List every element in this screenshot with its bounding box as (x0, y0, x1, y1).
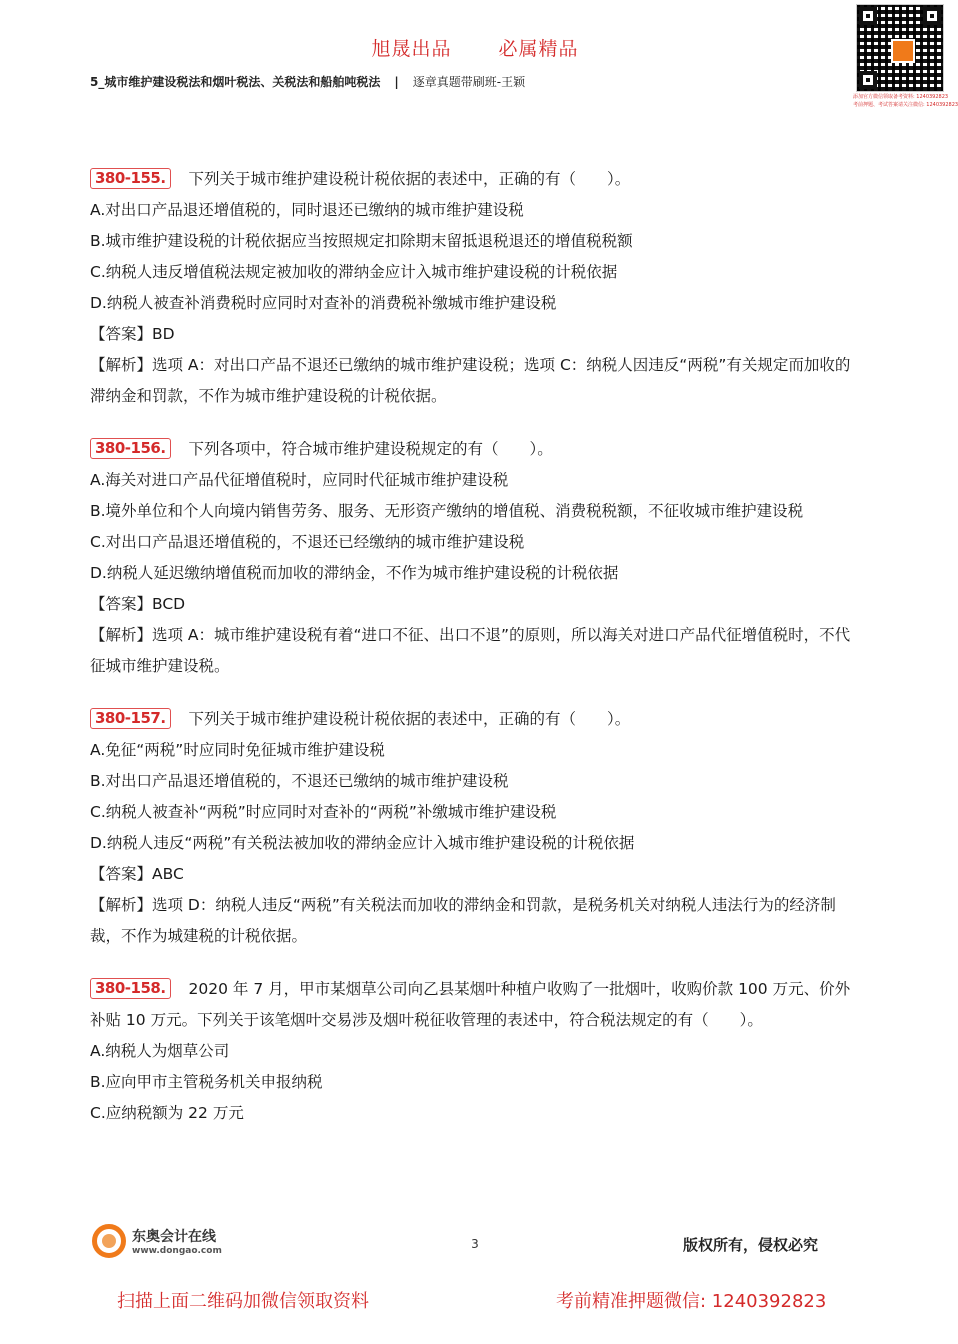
promo-right: 考前精准押题微信: 1240392823 (556, 1291, 827, 1312)
question-158 (90, 974, 862, 1129)
option-a: A.对出口产品退还增值税的，同时退还已缴纳的城市维护建设税 (90, 201, 524, 219)
question-156 (90, 434, 862, 682)
qr-code-icon (856, 4, 944, 92)
qr-caption-1: 添加官方微信领取备考资料: 1240392823 (853, 94, 949, 100)
separator: | (394, 75, 399, 89)
answer: 【答案】BCD (90, 595, 186, 613)
logo-url: www.dongao.com (132, 1246, 222, 1256)
qr-block (853, 4, 958, 108)
option-c: C.纳税人违反增值税法规定被加收的滞纳金应计入城市维护建设税的计税依据 (90, 263, 618, 281)
qr-caption-2: 考前押题、考试答案请关注微信: 1240392823 (853, 102, 958, 108)
question-157 (90, 704, 862, 952)
chapter-title: 5_城市维护建设税法和烟叶税法、关税法和船舶吨税法 (90, 75, 381, 89)
answer: 【答案】BD (90, 325, 175, 343)
option-b: B.应向甲市主管税务机关申报纳税 (90, 1073, 323, 1091)
question-number: 380-157. (90, 708, 171, 729)
option-b: B.城市维护建设税的计税依据应当按照规定扣除期末留抵退税退还的增值税税额 (90, 232, 633, 250)
chapter-title-line (90, 73, 525, 90)
option-b: B.对出口产品退还增值税的，不退还已缴纳的城市维护建设税 (90, 772, 509, 790)
question-stem: 下列关于城市维护建设税计税依据的表述中，正确的有（ ）。 (188, 170, 631, 188)
question-stem: 下列各项中，符合城市维护建设税规定的有（ ）。 (188, 440, 553, 458)
analysis: 【解析】选项 A：城市维护建设税有着“进口不征、出口不退”的原则，所以海关对进口产品代征增值税时，不代征城市维护建设税。 (90, 626, 851, 675)
brand-left: 旭晟出品 (371, 38, 452, 60)
option-c: C.对出口产品退还增值税的，不退还已经缴纳的城市维护建设税 (90, 533, 525, 551)
analysis: 【解析】选项 D：纳税人违反“两税”有关税法而加收的滞纳金和罚款，是税务机关对纳税人违法行为的经济制裁，不作为城建税的计税依据。 (90, 896, 836, 945)
question-stem: 2020 年 7 月，甲市某烟草公司向乙县某烟叶种植户收购了一批烟叶，收购价款 100 万元、价外补贴 10 万元。下列关于该笔烟叶交易涉及烟叶税征收管理的表述中，符合税法规定的有（ ）。 (90, 980, 851, 1029)
question-number: 380-156. (90, 438, 171, 459)
question-number: 380-158. (90, 978, 171, 999)
question-list (90, 164, 862, 1151)
option-d: D.纳税人被查补消费税时应同时对查补的消费税补缴城市维护建设税 (90, 294, 557, 312)
course-title: 逐章真题带刷班-王颖 (412, 75, 526, 89)
analysis: 【解析】选项 A：对出口产品不退还已缴纳的城市维护建设税；选项 C：纳税人因违反“两税”有关规定而加收的滞纳金和罚款，不作为城市维护建设税的计税依据。 (90, 356, 851, 405)
question-number: 380-155. (90, 168, 171, 189)
page-number: 3 (471, 1237, 479, 1251)
promo-left: 扫描上面二维码加微信领取资料 (117, 1291, 369, 1312)
option-b: B.境外单位和个人向境内销售劳务、服务、无形资产缴纳的增值税、消费税税额，不征收城市维护建设税 (90, 502, 804, 520)
brand-header (0, 34, 950, 61)
copyright: 版权所有，侵权必究 (683, 1236, 819, 1254)
logo-name: 东奥会计在线 (132, 1229, 216, 1245)
option-c: C.应纳税额为 22 万元 (90, 1104, 244, 1122)
brand-right: 必属精品 (498, 38, 579, 60)
question-155 (90, 164, 862, 412)
option-a: A.纳税人为烟草公司 (90, 1042, 230, 1060)
option-a: A.海关对进口产品代征增值税时，应同时代征城市维护建设税 (90, 471, 509, 489)
option-d: D.纳税人违反“两税”有关税法被加收的滞纳金应计入城市维护建设税的计税依据 (90, 834, 635, 852)
option-d: D.纳税人延迟缴纳增值税而加收的滞纳金，不作为城市维护建设税的计税依据 (90, 564, 619, 582)
question-stem: 下列关于城市维护建设税计税依据的表述中，正确的有（ ）。 (188, 710, 631, 728)
answer: 【答案】ABC (90, 865, 184, 883)
option-a: A.免征“两税”时应同时免征城市维护建设税 (90, 741, 385, 759)
option-c: C.纳税人被查补“两税”时应同时对查补的“两税”补缴城市维护建设税 (90, 803, 557, 821)
